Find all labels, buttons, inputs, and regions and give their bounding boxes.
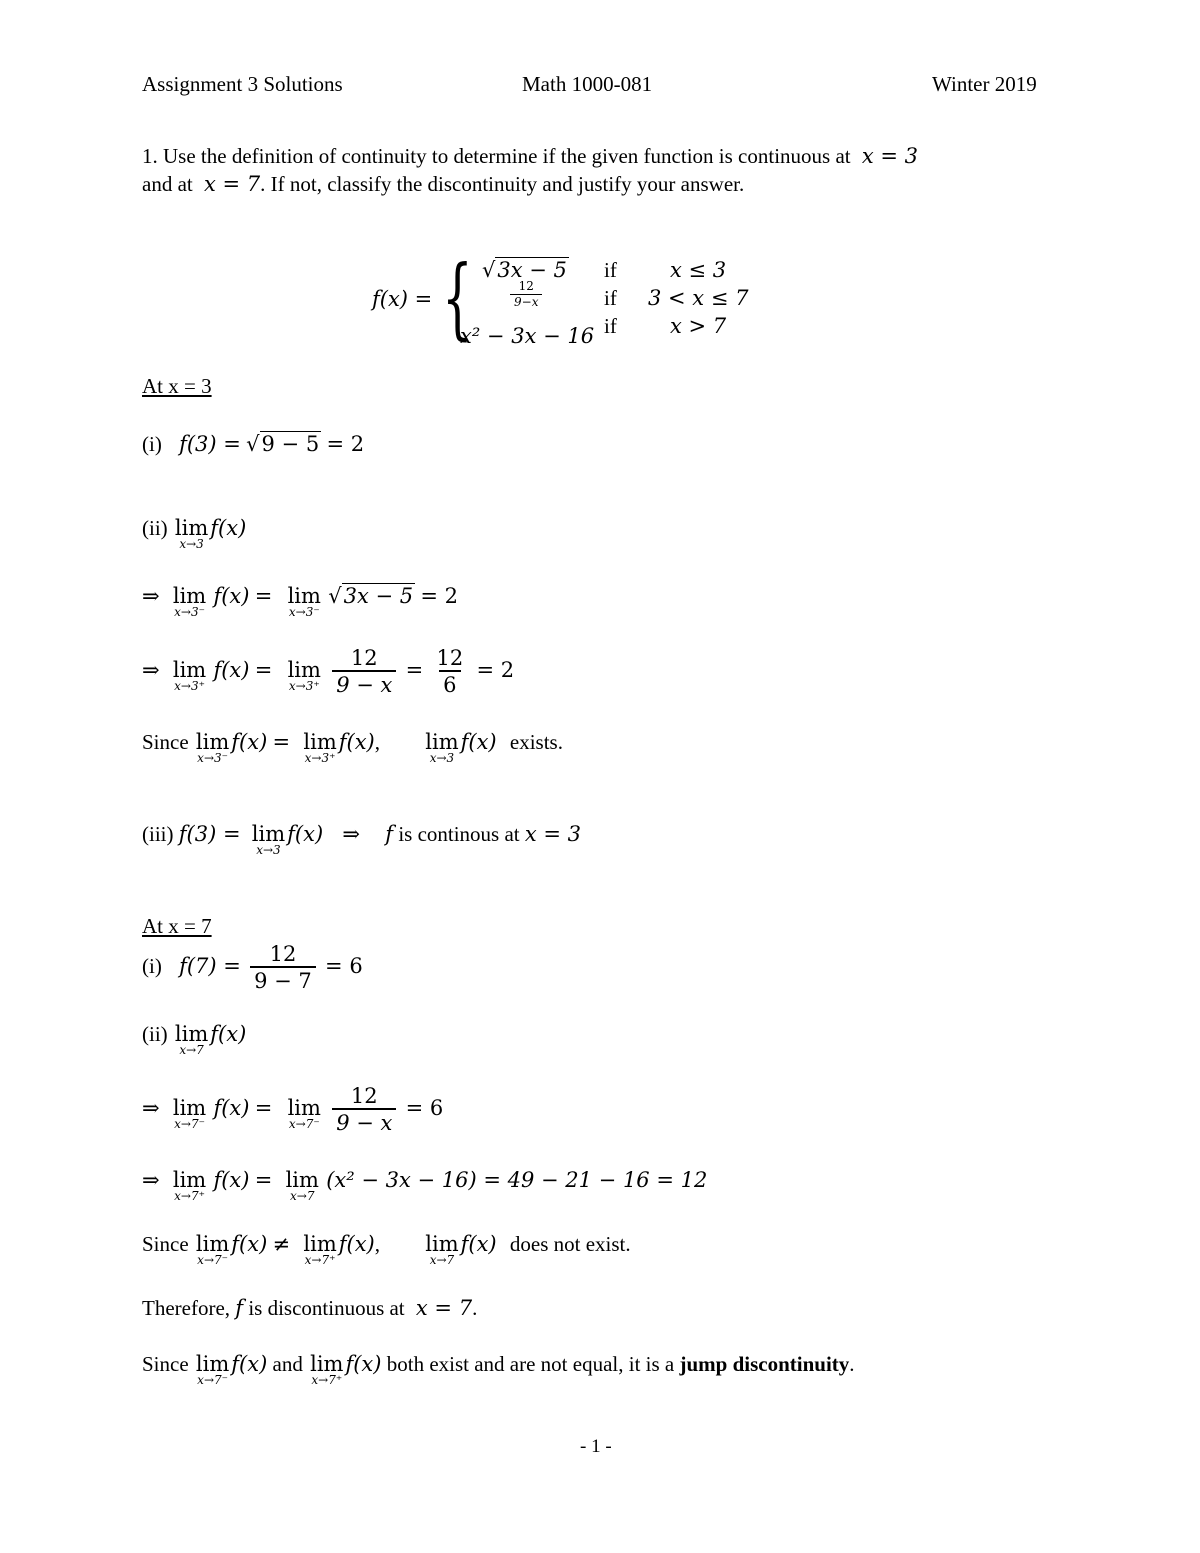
problem-line-2 <box>142 172 744 197</box>
piecewise-function <box>372 246 792 349</box>
if-2: if <box>604 286 617 310</box>
problem-text: 1. Use the definition of continuity to determine if the given function is continuous at <box>142 144 851 168</box>
if-1: if <box>604 258 617 282</box>
problem-and-at: and at <box>142 172 193 196</box>
jump-discontinuity-term: jump discontinuity <box>679 1352 850 1376</box>
problem-x7: x = 7 <box>203 172 261 196</box>
cond-1: x ≤ 3 <box>670 258 727 282</box>
piecewise-case-3: x² − 3x − 16 <box>460 324 595 348</box>
left-brace: { <box>442 246 473 349</box>
cond-3: x > 7 <box>670 314 727 338</box>
x3-step-i: (i) f(3) = √9 − 5 = 2 <box>142 432 365 456</box>
heading-at-x3: At x = 3 <box>142 374 212 398</box>
cond-2: 3 < x ≤ 7 <box>648 286 749 310</box>
x7-right-limit: ⇒ lim x→7⁺ f(x) = lim x→7 (x² − 3x − 16) = 49 − 21 − 16 = 12 <box>142 1168 708 1203</box>
x3-right-limit: ⇒ lim x→3⁺ f(x) = lim x→3⁺ $\frac{12}{9 - x}$ = $\frac{12}{6}$ = 2 <box>142 646 515 698</box>
x7-step-ii: (ii) lim x→7 f(x) <box>142 1022 247 1057</box>
piecewise-case-1: √3x − 5 <box>482 258 567 282</box>
page-number: - 1 - <box>580 1436 612 1457</box>
header-right: Winter 2019 <box>932 72 1037 96</box>
if-3: if <box>604 314 617 338</box>
x3-since: Since lim x→3⁻ f(x) = lim x→3⁺ f(x), lim x→3 f(x) exists. <box>142 730 563 765</box>
piecewise-case-2: $\frac{12}{9-x}$ <box>506 280 546 310</box>
x7-step-i: (i) f(7) = $\frac{12}{9 - 7}$ = 6 <box>142 942 363 994</box>
x3-step-iii: (iii) f(3) = lim x→3 f(x) ⇒ f is continous at x = 3 <box>142 822 582 857</box>
x7-since: Since lim x→7⁻ f(x) ≠ lim x→7⁺ f(x), lim x→7 f(x) does not exist. <box>142 1232 631 1267</box>
header-center: Math 1000-081 <box>522 72 653 96</box>
heading-at-x7: At x = 7 <box>142 914 212 938</box>
piecewise-lhs: f(x) = <box>372 287 433 311</box>
x7-left-limit: ⇒ lim x→7⁻ f(x) = lim x→7⁻ $\frac{12}{9 - x}$ = 6 <box>142 1084 444 1136</box>
header-left: Assignment 3 Solutions <box>142 72 343 96</box>
problem-x3: x = 3 <box>861 144 919 168</box>
x3-left-limit: ⇒ lim x→3⁻ f(x) = lim x→3⁻ √3x − 5 = 2 <box>142 584 458 619</box>
x3-step-ii: (ii) lim x→3 f(x) <box>142 516 247 551</box>
problem-rest: . If not, classify the discontinuity and justify your answer. <box>260 172 745 196</box>
x7-conclusion: Since lim x→7⁻ f(x) and lim x→7⁺ f(x) both exist and are not equal, it is a jump discontinuity. <box>142 1352 855 1387</box>
x7-therefore: Therefore, f is discontinuous at x = 7. <box>142 1296 478 1320</box>
problem-line-1 <box>142 144 918 169</box>
